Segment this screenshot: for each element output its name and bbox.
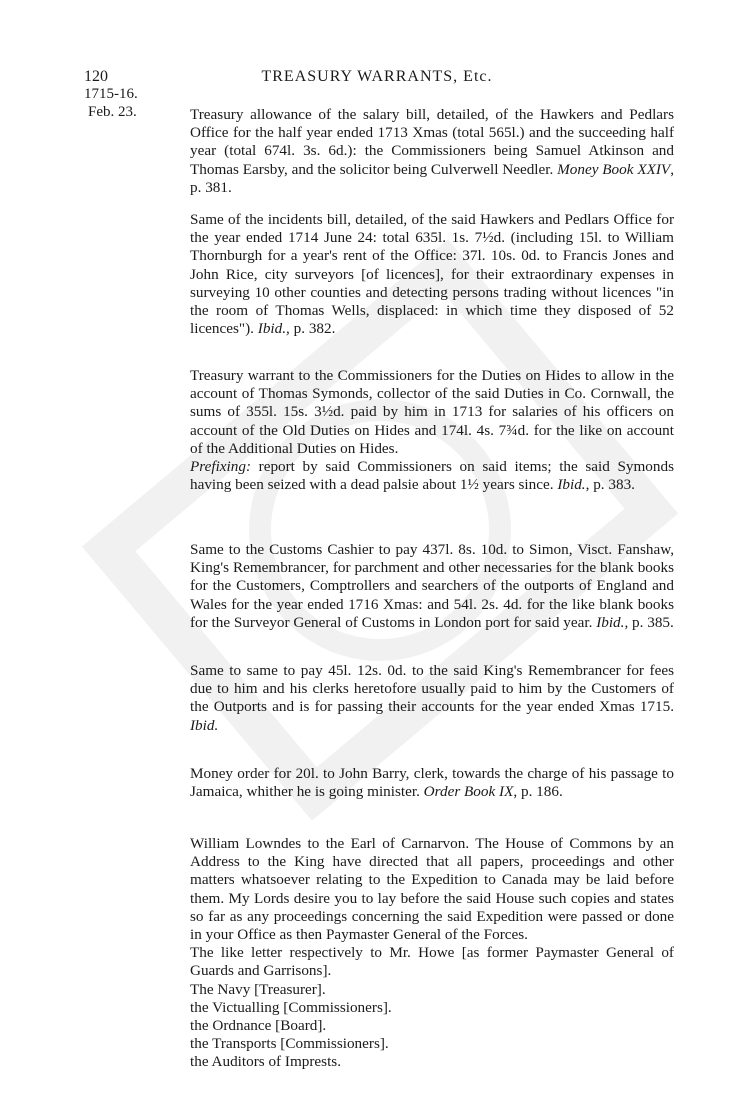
entry-prefix-text: report by said Commissioners on said items; the said Symonds having been seized with a dead palsie about 1½ years since. [190,458,674,494]
entry-page: , p. 385. [624,613,674,631]
entry-ref: Ibid. [557,476,586,494]
margin-date: Feb. 23. [88,104,137,120]
recipient-line: the Ordnance [Board]. [190,1017,327,1035]
recipient-line: the Transports [Commissioners]. [190,1035,389,1053]
letter-text: William Lowndes to the Earl of Carnarvon. The House of Commons by an Address to the King have directed that all papers, proceedings and other matters whatsoever relating to the Expedition to Canada may be laid before them. My Lords desire you to lay before the said House such copies and states so far as any proceedings concerning the said Expedition were passed or done in your Office as then Paymaster General of the Forces. [190,835,674,944]
entry-text: Same to the Customs Cashier to pay 437l. 8s. 10d. to Simon, Visct. Fanshaw, King's Remembrancer, for parchment and other necessaries for the blank books for the Customers, Comptrollers and searchers of the outports of England and Wales for the year ended 1716 Xmas: and 54l. 2s. 4d. for the like blank books for the Surveyor General of Customs in London port for said year. [190,541,674,631]
like-letter: The like letter respectively to Mr. Howe [as former Paymaster General of Guards and Garrisons]. [190,944,674,980]
entry-ref: Order Book IX [423,783,514,801]
entry-page: , p. 382. [286,320,336,338]
entry-text: Money order for 20l. to John Barry, clerk, towards the charge of his passage to Jamaica, whither he is going minister. [190,765,674,801]
entry-money-order [190,765,674,801]
entry-text: Treasury allowance of the salary bill, detailed, of the Hawkers and Pedlars Office for the half year ended 1713 Xmas (total 565l.) and the succeeding half year (total 674l. 3s. 6d.): the Commissioners being Samuel Atkinson and Thomas Earsby, and the solicitor being Culverwell Needler. [190,106,674,178]
entry-ref: Ibid. [190,716,219,734]
entry-customs-cashier [190,541,674,632]
running-head: TREASURY WARRANTS, Etc. [261,68,493,85]
entry-text: Same of the incidents bill, detailed, of the said Hawkers and Pedlars Office for the year ended 1714 June 24: total 635l. 1s. 7½d. (including 15l. to William Thornburgh for a year's rent of the Office: 37l. 10s. 0d. to Francis Jones and John Rice, city surveyors [of licences], for their extraordinary expenses in surveying 10 other counties and detecting persons trading without licences "in the room of Thomas Wells, displaced: in which time they disposed of 52 licences"). [190,211,674,338]
entry-salary-bill [190,106,674,197]
entry-page: , p. 383. [585,476,635,494]
margin-year: 1715-16. [84,86,138,102]
entry-page: , p. 186. [513,783,563,801]
entry-text: Treasury warrant to the Commissioners for the Duties on Hides to allow in the account of Thomas Symonds, collector of the said Duties in Co. Cornwall, the sums of 355l. 15s. 3½d. paid by him in 1713 for salaries of his officers on account of the Old Duties on Hides and 174l. 4s. 7¾d. for the like on account of the Additional Duties on Hides. [190,367,674,457]
entry-ref: Ibid. [596,613,625,631]
entry-ref: Ibid. [257,320,287,338]
entry-text: Same to same to pay 45l. 12s. 0d. to the said King's Remembrancer for fees due to him and his clerks heretofore usually paid to him by the Customers of the Outports and is for passing their accounts for the year ended Xmas 1715. [190,662,674,716]
recipient-line: the Victualling [Commissioners]. [190,998,392,1016]
entry-prefix-label: Prefixing: [190,458,252,476]
entry-incidents-bill [190,211,674,338]
recipient-line: The Navy [Treasurer]. [190,980,326,998]
recipient-line: the Auditors of Imprests. [190,1053,342,1071]
entry-page: , p. 381. [190,160,675,196]
entry-lowndes-letter [190,835,674,1072]
entry-ref: Money Book XXIV [557,160,671,178]
page-number: 120 [84,68,108,85]
entry-hides-warrant [190,367,674,494]
entry-remembrancer-fees [190,662,674,735]
